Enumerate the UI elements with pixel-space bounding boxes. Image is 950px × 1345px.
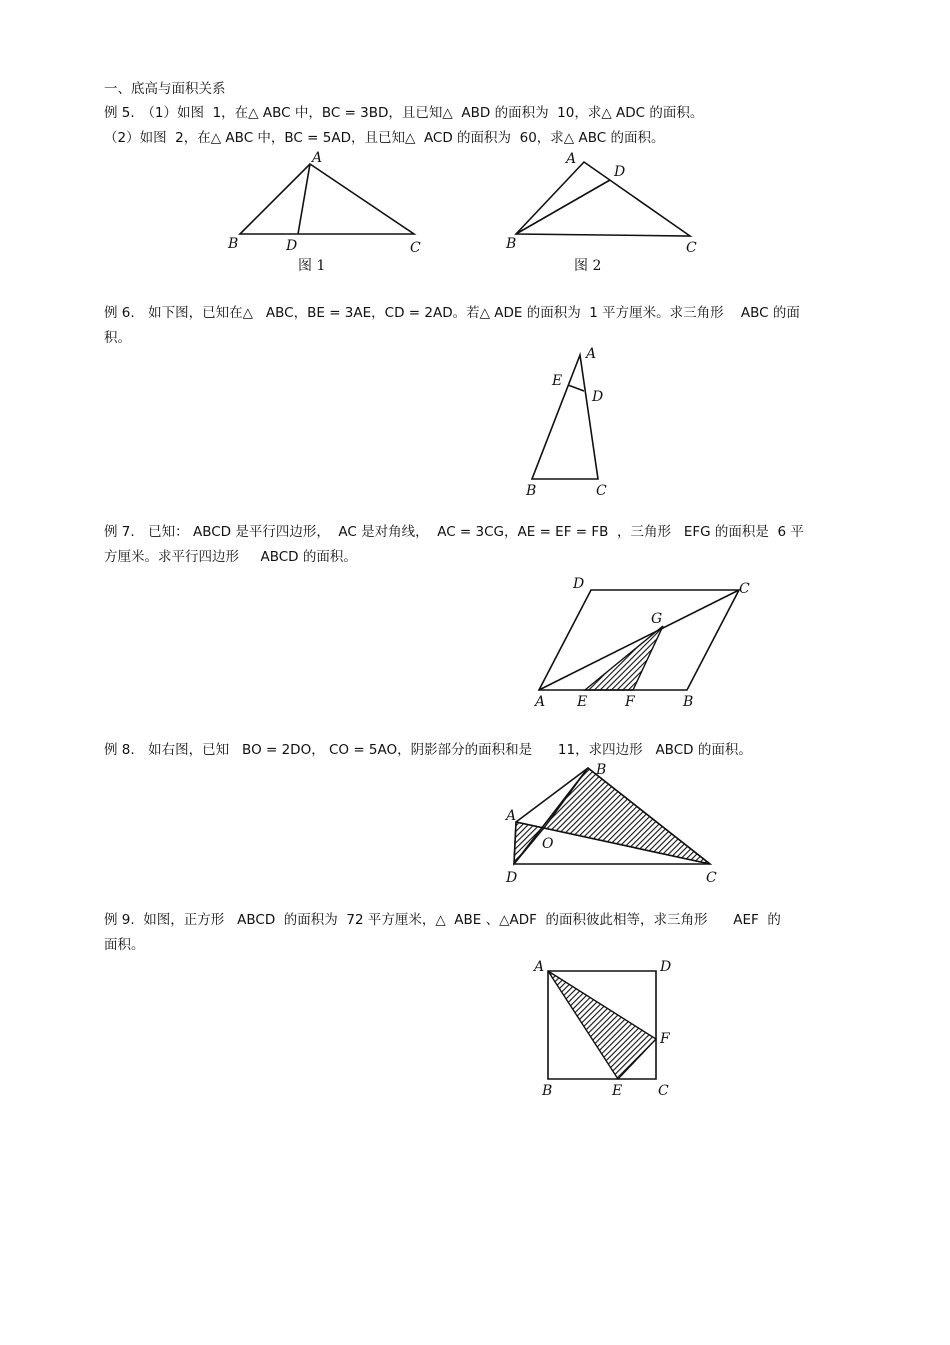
fig1-triangle-abc	[240, 164, 414, 234]
ex6-segment-ed	[568, 385, 584, 391]
fig2-segment-bd	[516, 180, 610, 234]
fig2-label-a: A	[566, 151, 577, 167]
fig2-label-d: D	[614, 164, 626, 180]
fig1-label-b: B	[228, 236, 239, 252]
figure-ex7	[525, 572, 765, 712]
section-heading: 一、底高与面积关系	[104, 81, 226, 97]
example7-line1: 例 7. 已知： ABCD 是平行四边形， AC 是对角线， AC = 3CG，AE = EF = FB ，三角形 EFG 的面积是 6 平	[104, 524, 804, 540]
ex9-label-b: B	[542, 1083, 553, 1099]
fig1-label-a: A	[312, 150, 323, 166]
ex8-label-b: B	[596, 762, 607, 778]
ex7-label-b: B	[683, 694, 694, 710]
ex6-label-c: C	[596, 483, 607, 499]
ex8-label-c: C	[706, 870, 717, 886]
fig1-label-c: C	[410, 240, 421, 256]
ex7-label-e: E	[577, 694, 588, 710]
ex8-label-d: D	[506, 870, 518, 886]
ex6-label-d: D	[592, 389, 604, 405]
figure-2	[502, 148, 712, 278]
ex8-label-o: O	[542, 836, 554, 852]
example8-line1: 例 8. 如右图，已知 BO = 2DO， CO = 5AO，阴影部分的面积和是 11，求四边形 ABCD 的面积。	[104, 742, 752, 758]
example7-line2: 方厘米。求平行四边形 ABCD 的面积。	[104, 549, 357, 565]
ex6-label-e: E	[552, 373, 563, 389]
ex7-label-c: C	[739, 581, 750, 597]
fig2-label-c: C	[686, 240, 697, 256]
fig1-caption: 图 1	[298, 258, 326, 274]
example5-question1: 例 5. （1）如图 1，在△ ABC 中，BC = 3BD，且已知△ ABD 的面积为 10，求△ ADC 的面积。	[104, 105, 704, 121]
figure-ex9	[530, 955, 680, 1105]
example9-line1: 例 9. 如图，正方形 ABCD 的面积为 72 平方厘米，△ ABE 、△ADF 的面积彼此相等，求三角形 AEF 的	[104, 912, 781, 928]
ex9-shaded-triangle-aef	[548, 971, 656, 1079]
ex7-label-g: G	[651, 611, 663, 627]
ex7-label-a: A	[535, 694, 546, 710]
example9-line2: 面积。	[104, 937, 145, 953]
ex9-label-f: F	[660, 1031, 670, 1047]
example6-line2: 积。	[104, 330, 131, 346]
figure-ex6	[520, 343, 620, 503]
figure-ex8	[498, 758, 738, 890]
ex9-label-d: D	[660, 959, 672, 975]
ex8-label-a: A	[506, 808, 517, 824]
fig2-triangle-abc	[516, 162, 690, 236]
fig1-label-d: D	[286, 238, 298, 254]
ex7-label-d: D	[573, 576, 585, 592]
ex7-shaded-triangle-efg	[585, 626, 663, 690]
example5-question2: （2）如图 2，在△ ABC 中，BC = 5AD，且已知△ ACD 的面积为 60，求△ ABC 的面积。	[104, 130, 665, 146]
ex6-label-b: B	[526, 483, 537, 499]
ex6-label-a: A	[586, 346, 597, 362]
fig2-caption: 图 2	[574, 258, 602, 274]
example6-line1: 例 6. 如下图，已知在△ ABC，BE = 3AE，CD = 2AD。若△ ADE 的面积为 1 平方厘米。求三角形 ABC 的面	[104, 305, 800, 321]
ex9-label-c: C	[658, 1083, 669, 1099]
ex9-label-a: A	[534, 959, 545, 975]
ex7-label-f: F	[625, 694, 635, 710]
figure-1	[226, 148, 426, 278]
fig2-label-b: B	[506, 236, 517, 252]
ex9-label-e: E	[612, 1083, 623, 1099]
ex6-triangle-abc	[532, 355, 598, 479]
